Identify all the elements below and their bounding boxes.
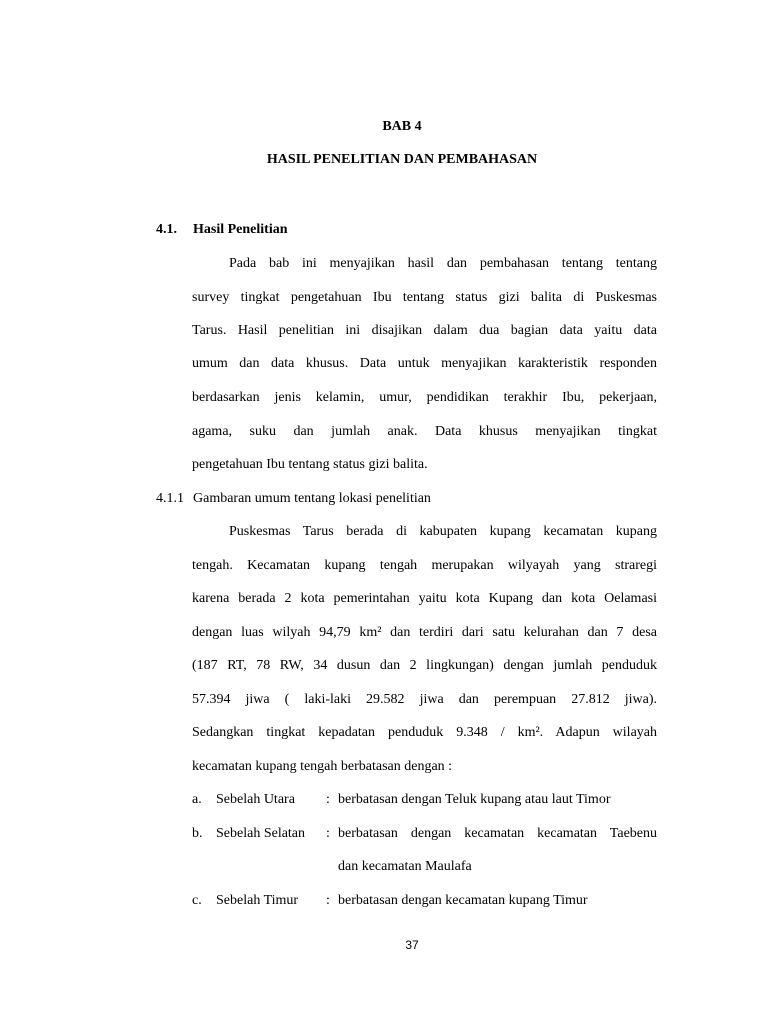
chapter-number: BAB 4: [382, 119, 422, 134]
paragraph-line: agama, suku dan jumlah anak. Data khusus menyajikan tingkat: [192, 424, 657, 439]
page-number: 37: [405, 938, 419, 952]
list-text-continuation: dan kecamatan Maulafa: [338, 859, 472, 874]
list-label: Sebelah Timur: [216, 893, 299, 908]
section-4-1-title: Hasil Penelitian: [193, 222, 288, 237]
section-4-1-1-title: Gambaran umum tentang lokasi penelitian: [193, 491, 431, 506]
paragraph-line: berdasarkan jenis kelamin, umur, pendidikan terakhir Ibu, pekerjaan,: [192, 390, 657, 405]
paragraph-line: kecamatan kupang tengah berbatasan dengan :: [192, 759, 453, 774]
paragraph-line: (187 RT, 78 RW, 34 dusun dan 2 lingkungan) dengan jumlah penduduk: [192, 658, 657, 673]
paragraph-line: Puskesmas Tarus berada di kabupaten kupang kecamatan kupang: [229, 524, 657, 539]
list-text: berbatasan dengan kecamatan kecamatan Taebenu: [338, 826, 657, 841]
chapter-title: HASIL PENELITIAN DAN PEMBAHASAN: [266, 152, 538, 167]
paragraph-line: Pada bab ini menyajikan hasil dan pembahasan tentang tentang: [229, 256, 657, 271]
paragraph-line: survey tingkat pengetahuan Ibu tentang status gizi balita di Puskesmas: [192, 290, 657, 305]
paragraph-line: Tarus. Hasil penelitian ini disajikan dalam dua bagian data yaitu data: [192, 323, 657, 338]
list-text: berbatasan dengan Teluk kupang atau laut Timor: [338, 792, 611, 807]
paragraph-line: karena berada 2 kota pemerintahan yaitu kota Kupang dan kota Oelamasi: [192, 591, 657, 606]
list-colon: :: [326, 792, 330, 807]
paragraph-line: pengetahuan Ibu tentang status gizi balita.: [192, 457, 428, 472]
list-text: berbatasan dengan kecamatan kupang Timur: [338, 893, 588, 908]
list-colon: :: [326, 893, 330, 908]
paragraph-line: tengah. Kecamatan kupang tengah merupakan wilyayah yang straregi: [192, 558, 657, 573]
list-letter: b.: [192, 826, 203, 841]
list-letter: c.: [192, 893, 202, 908]
paragraph-line: dengan luas wilyah 94,79 km² dan terdiri dari satu kelurahan dan 7 desa: [192, 625, 657, 640]
paragraph-line: Sedangkan tingkat kepadatan penduduk 9.348 / km². Adapun wilayah: [192, 725, 657, 740]
list-label: Sebelah Selatan: [216, 826, 306, 841]
section-4-1-1-number: 4.1.1: [156, 491, 184, 506]
list-label: Sebelah Utara: [216, 792, 295, 807]
section-4-1-number: 4.1.: [156, 222, 177, 237]
paragraph-line: umum dan data khusus. Data untuk menyajikan karakteristik responden: [192, 356, 657, 371]
paragraph-line: 57.394 jiwa ( laki-laki 29.582 jiwa dan perempuan 27.812 jiwa).: [192, 692, 657, 707]
list-colon: :: [326, 826, 330, 841]
list-letter: a.: [192, 792, 202, 807]
